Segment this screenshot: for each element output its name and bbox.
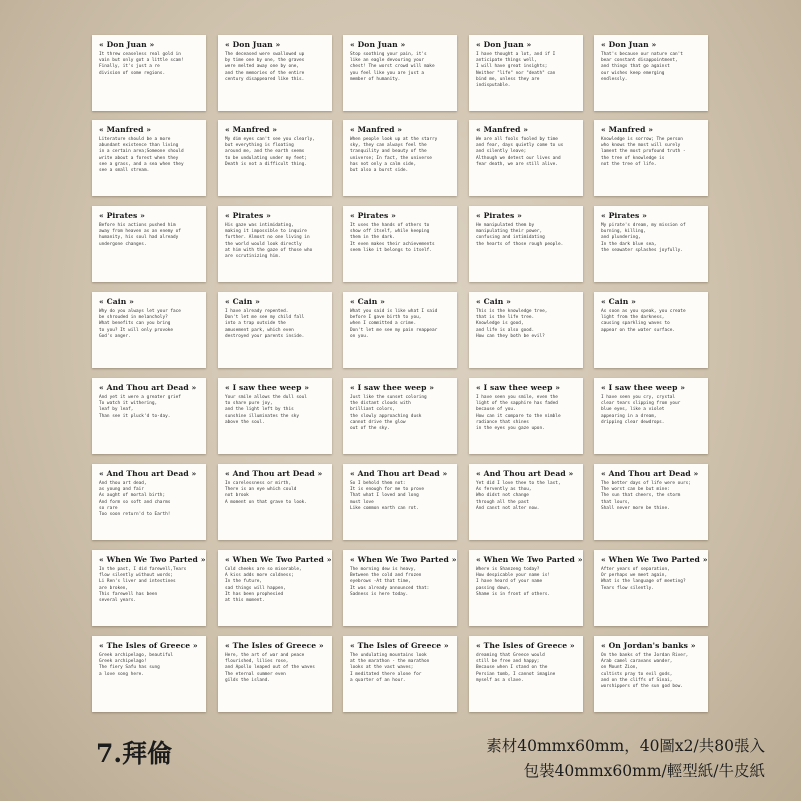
sticker-card xyxy=(594,550,708,626)
card-title: « On Jordan's banks » xyxy=(601,641,696,650)
card-title: « Pirates » xyxy=(601,211,648,220)
sticker-card xyxy=(469,464,583,540)
card-title: « When We Two Parted » xyxy=(476,555,583,564)
card-title: « Cain » xyxy=(225,297,260,306)
sticker-card xyxy=(343,206,457,282)
card-title: « Pirates » xyxy=(476,211,523,220)
card-title: « Manfred » xyxy=(225,125,278,134)
card-title: « The Isles of Greece » xyxy=(476,641,575,650)
card-title: « Manfred » xyxy=(350,125,403,134)
card-quote: I have already repented. Don't let me see my child fall into a trap outside the amusement park, which even destroyed your parents inside. xyxy=(225,309,305,339)
card-quote: Here, the art of war and peace flourished, lilies rose, and Apollo leaped out of the waves The eternal summer even gilds the island. xyxy=(225,653,315,683)
card-quote: The deceased were swallowed up by time one by one, the graves were melted away one by one, and the memories of the entire century disappeared like this. xyxy=(225,52,305,82)
card-quote: Cold cheeks are so miserable, A kiss adds more coldness; In the future, sad things will happen, It has been prophesied at this moment. xyxy=(225,567,302,604)
card-title: « When We Two Parted » xyxy=(601,555,708,564)
sticker-card xyxy=(594,292,708,368)
sticker-card xyxy=(218,120,332,196)
card-quote: dreaming that Greece would still be free and happy; Because when I stand on the Persian tomb, I cannot imagine myself as a slave. xyxy=(476,653,556,683)
card-title: « Don Juan » xyxy=(601,40,657,49)
spec-line-packaging: 包裝40mmx60mm/輕型紙/牛皮紙 xyxy=(523,762,765,780)
sticker-card xyxy=(469,292,583,368)
card-title: « I saw thee weep » xyxy=(350,383,435,392)
sticker-card xyxy=(92,206,206,282)
card-title: « The Isles of Greece » xyxy=(350,641,449,650)
card-quote: I have seen you smile, even the light of the sapphire has faded because of you. How can it compare to the nimble radiance that shines in the eyes you gaze upon. xyxy=(476,395,561,432)
card-quote: Knowledge is sorrow; The person who knows the most will surely lament the most profound truth - the tree of knowledge is not the tree of life. xyxy=(601,137,686,167)
card-title: « Cain » xyxy=(601,297,636,306)
card-quote: I have thought a lot, and if I anticipate things well, I will have great insights; Neither "life" nor "death" can bind me, unless they are indisputable. xyxy=(476,52,556,89)
product-title: 7.拜倫 xyxy=(96,739,173,768)
card-title: « Manfred » xyxy=(99,125,152,134)
card-quote: Stop soothing your pain, it's like an eagle devouring your chest! The worst crowd will make you feel like you are just a member of humanity. xyxy=(350,52,435,82)
card-quote: My dim eyes can't see you clearly, but everything is floating around me, and the earth seems to be undulating under my feet; Death is not a difficult thing. xyxy=(225,137,315,167)
sticker-card xyxy=(218,35,332,111)
sticker-card xyxy=(92,35,206,111)
card-quote: After years of separation, Or perhaps we meet again, What is the language of meeting? Tears flow silently. xyxy=(601,567,686,591)
card-title: « The Isles of Greece » xyxy=(225,641,324,650)
card-title: « I saw thee weep » xyxy=(601,383,686,392)
sticker-card xyxy=(92,120,206,196)
card-title: « Don Juan » xyxy=(225,40,281,49)
card-title: « Don Juan » xyxy=(99,40,155,49)
card-quote: Literature should be a more abundant existence than living in a certain area;Someone should write about a forest when they see a grass, and a sea when they see a small stream. xyxy=(99,137,184,174)
card-quote: In carelessness or mirth, There is an eye which could not brook A moment on that grave to look. xyxy=(225,481,307,505)
sticker-card xyxy=(594,35,708,111)
card-quote: The better days of life were ours; The worst can be but mine: The sun that cheers, the storm that lours, Shall never more be thine. xyxy=(601,481,691,511)
sticker-card xyxy=(343,292,457,368)
card-quote: The undulating mountains look at the marathon - the marathon looks at the vast waves; I meditated there alone for a quarter of an hour. xyxy=(350,653,430,683)
card-title: « Don Juan » xyxy=(476,40,532,49)
card-title: « And Thou art Dead » xyxy=(476,469,574,478)
sticker-card xyxy=(343,636,457,712)
card-quote: Just like the sunset coloring the distant clouds with brilliant colors, the slowly approaching dusk cannot drive the glow out of the sky. xyxy=(350,395,427,432)
card-title: « Cain » xyxy=(476,297,511,306)
card-quote: Why do you always let your face be shrouded in melancholy? What benefits can you bring to you? It will only provoke God's anger. xyxy=(99,309,181,339)
card-title: « Pirates » xyxy=(99,211,146,220)
card-quote: My pirate's dream, my mission of burning, killing, and plundering, In the dark blue sea, the seawater splashes joyfully. xyxy=(601,223,686,253)
card-title: « The Isles of Greece » xyxy=(99,641,198,650)
sticker-card xyxy=(594,120,708,196)
card-quote: When people look up at the starry sky, they can always feel the tranquility and beauty of the universe; In fact, the universe has not only a calm side, but also a burst side. xyxy=(350,137,438,174)
card-quote: He manipulated them by manipulating their power, confusing and intimidating the hearts of those rough people. xyxy=(476,223,564,247)
card-title: « Manfred » xyxy=(601,125,654,134)
card-quote: So I behold them not: It is enough for me to prove That what I loved and long must love Like common earth can rot. xyxy=(350,481,425,511)
card-title: « And Thou art Dead » xyxy=(99,383,197,392)
card-title: « Manfred » xyxy=(476,125,529,134)
card-quote: This is the knowledge tree, that is the life tree. Knowledge is good, and life is also good. How can they both be evil? xyxy=(476,309,548,339)
card-quote: That's because our nature can't bear constant disappointment, and things that go against our wishes keep emerging endlessly. xyxy=(601,52,683,82)
sticker-card xyxy=(594,378,708,454)
card-title: « I saw thee weep » xyxy=(476,383,561,392)
card-title: « When We Two Parted » xyxy=(350,555,457,564)
sticker-card xyxy=(594,636,708,712)
sticker-card xyxy=(469,35,583,111)
sticker-card xyxy=(92,292,206,368)
sticker-card xyxy=(343,120,457,196)
sticker-card xyxy=(218,636,332,712)
card-title: « And Thou art Dead » xyxy=(601,469,699,478)
sticker-card xyxy=(218,378,332,454)
card-title: « And Thou art Dead » xyxy=(350,469,448,478)
card-quote: As soon as you speak, you create light from the darkness, causing sparkling waves to appear on the water surface. xyxy=(601,309,686,333)
sticker-card xyxy=(469,120,583,196)
card-quote: We are all fools fooled by time and fear, days quietly come to us and silently leave; Although we detest our lives and fear death, we are still alive. xyxy=(476,137,564,167)
sticker-card xyxy=(469,550,583,626)
sticker-card xyxy=(92,378,206,454)
card-quote: Greek archipelago, beautiful Greek archipelago! The fiery Safu has sung a love song here. xyxy=(99,653,174,677)
card-quote: Yet did I love thee to the last, As fervently as thou, Who didst not change through all the past And canst not alter now. xyxy=(476,481,561,511)
card-quote: His gaze was intimidating, making it impossible to inquire further. Almost no one living in the world would look directly at him with the gaze of those who are scrutinizing him. xyxy=(225,223,313,260)
sticker-card xyxy=(218,550,332,626)
sticker-card xyxy=(218,292,332,368)
card-quote: Your smile allows the dull soul to share pure joy, and the light left by this sunshine illuminates the sky above the soul. xyxy=(225,395,307,425)
card-title: « Pirates » xyxy=(350,211,397,220)
card-quote: And yet it were a greater grief To watch it withering, leaf by leaf, Than see it pluck'd to-day. xyxy=(99,395,181,419)
sticker-card xyxy=(92,464,206,540)
spec-line-material: 素材40mmx60mm，40圖x2/共80張入 xyxy=(486,737,765,755)
sticker-card xyxy=(469,636,583,712)
card-quote: I have seen you cry, crystal clear tears slipping from your blue eyes, like a violet appearing in a dream, dripping clear dewdrops. xyxy=(601,395,681,425)
card-quote: And thou art dead, as young and fair As aught of mortal birth; And form so soft and charms so rare Too soon return'd to Earth! xyxy=(99,481,171,518)
sticker-card xyxy=(218,464,332,540)
card-title: « When We Two Parted » xyxy=(99,555,206,564)
sticker-card xyxy=(92,550,206,626)
card-quote: What you said is like what I said before I gave birth to you, when I committed a crime. Don't let me see my pain reappear on you. xyxy=(350,309,438,339)
sticker-card xyxy=(218,206,332,282)
sticker-card xyxy=(343,35,457,111)
card-title: « And Thou art Dead » xyxy=(225,469,323,478)
card-quote: It threw ceaseless real gold in vain but only got a little scam! Finally, it's just a re division of some regions. xyxy=(99,52,184,76)
sticker-card xyxy=(469,206,583,282)
sticker-card xyxy=(343,550,457,626)
card-title: « Pirates » xyxy=(225,211,272,220)
card-quote: In the past, I did farewell,Tears flow silently without words; Li Ren's liver and intestines are broken, This farewell has been several years. xyxy=(99,567,187,604)
card-quote: Where is Shanzeng today? How despicable your name is! I have heard of your name passing down, Shame is in front of others. xyxy=(476,567,551,597)
card-quote: The morning dew is heavy, Between the cold and frozen eyebrows -At that time, It was already announced that: Sadness is here today. xyxy=(350,567,430,597)
sticker-card xyxy=(594,464,708,540)
card-title: « When We Two Parted » xyxy=(225,555,332,564)
card-title: « Cain » xyxy=(350,297,385,306)
card-title: « Don Juan » xyxy=(350,40,406,49)
card-quote: Before his actions pushed him away from heaven as an enemy of humanity, his soul had already undergone changes. xyxy=(99,223,181,247)
card-quote: It uses the hands of others to show off itself, while keeping them in the dark. It even makes their achievements seem like it belongs to itself. xyxy=(350,223,435,253)
sticker-card xyxy=(594,206,708,282)
sticker-card xyxy=(469,378,583,454)
sticker-card xyxy=(92,636,206,712)
card-title: « I saw thee weep » xyxy=(225,383,310,392)
product-spec xyxy=(486,734,765,784)
sticker-card xyxy=(343,464,457,540)
sticker-card xyxy=(343,378,457,454)
card-title: « And Thou art Dead » xyxy=(99,469,197,478)
card-quote: On the banks of the Jordan River, Arab camel caravans wander, on Mount Zion, cultists pray to evil gods, and on the cliffs of Sinai, worshippers of the sun god bow. xyxy=(601,653,689,690)
card-title: « Cain » xyxy=(99,297,134,306)
